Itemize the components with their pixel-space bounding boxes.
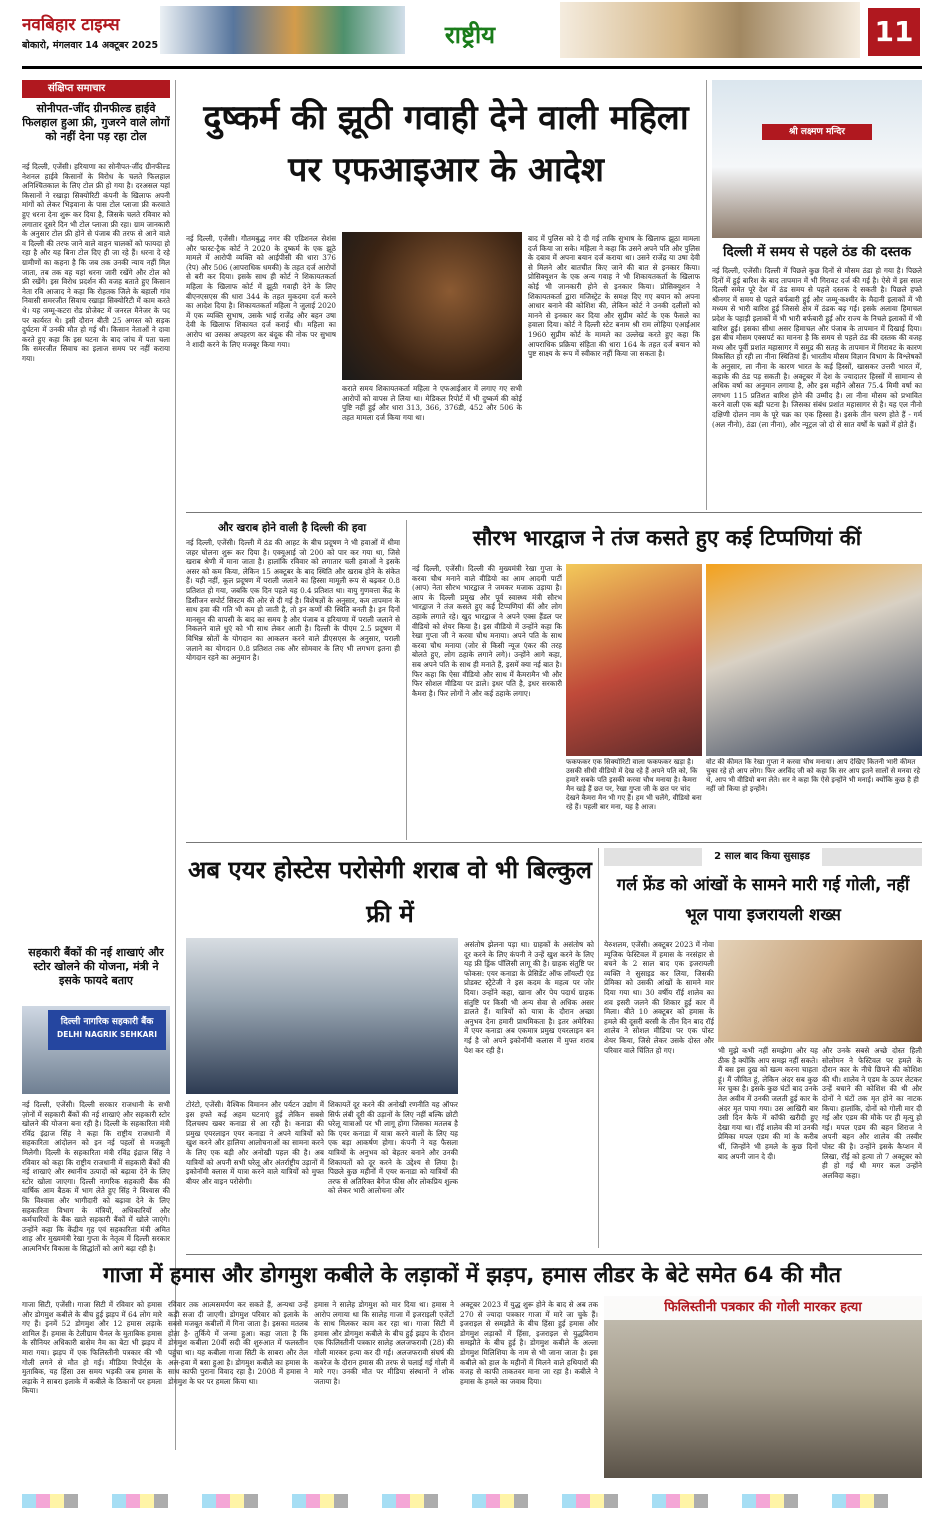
israel-tag: 2 साल बाद किया सुसाइड: [702, 848, 822, 866]
air-hostess-photo: [186, 938, 458, 1094]
air-hostess-body-2: शिकायतें दूर करने की अनोखी रणनीति यह ऑफर सिर्फ लंबी दूरी की उड़ानों के लिए नहीं बल्कि छोटी घरेलू यात्राओं पर भी लागू होगा जिसका मतलब है कि एयर कनाडा में यात्रा करने वालों के लिए यह एक बड़ा आकर्षण होगा। कंपनी ने यह फैसला यात्रियों के अनुभव को बेहतर बनाने और उनकी शिकायतों को दूर करने के उद्देश्य से लिया है। पिछले कुछ महीनों में एयर कनाडा को यात्रियों की तरफ से अतिरिक्त बैगेज फीस और लोकप्रिय शुल्क को लेकर भारी आलोचना और: [328, 1100, 458, 1196]
gaza-photo: [604, 1296, 922, 1478]
saurabh-headline: सौरभ भारद्वाज ने तंज कसते हुए कई टिप्पणियां कीं: [472, 526, 862, 550]
israel-body-1: येरुशलम, एजेंसी। अक्टूबर 2023 में नोवा म्यूजिक फेस्टिवल में हमास के नरसंहार से बचने के 2 साल बाद एक इजरायली व्यक्ति ने सुसाइड कर लिया, जिसकी प्रेमिका को उसकी आंखों के सामने मार दिया गया था। 30 वर्षीय रॉई शालेव का शव इसरी जलने की शिकार हुई कार में मिला। बीते 10 अक्टूबर को हमास के हमले की दूसरी बरसी के तीन दिन बाद रॉई शालेव ने सोशल मीडिया पर एक पोस्ट शेयर किया, जिसे लेकर उसके दोस्त और परिवार वाले चिंतित हो गए।: [604, 940, 714, 1055]
saurabh-caption-1: फकफकर एक सिक्योरिटी वाला फकफकर खड़ा है। उसकी सीधी वीडियो में देख रहे हैं अपने पति को, कि हमारे सबके पति इसकी करवा चौथ मनाया है। कैमरा मैन खड़े हैं छत पर, रेखा गुप्ता जी के छत पर चांद देखने कैमरा मैन भी गए हैं। हम भी चलेंगे, वीडियो बना रहे हैं। पहली बार मना, यह है आज।: [566, 758, 702, 811]
brief-label-text: संक्षिप्त समाचार: [48, 83, 106, 94]
masthead: [0, 0, 945, 66]
masthead-statue-image: [560, 2, 860, 58]
gavel-photo: [342, 232, 522, 380]
gaza-photo-label: फिलिस्तीनी पत्रकार की गोली मारकर हत्या: [604, 1296, 922, 1320]
lead-body-1: नई दिल्ली, एजेंसी। गौतमबुद्ध नगर की एडिशनल सेशंस और फास्ट-ट्रैक कोर्ट ने 2020 के दुष्कर्म के एक झूठे मामले में आरोपी व्यक्ति को आईपीसी की धारा 376 (रेप) और 506 (आपराधिक धमकी) के तहत दर्ज आरोपों से बरी कर दिया। इसके साथ ही कोर्ट ने शिकायतकर्ता महिला के खिलाफ कोर्ट में झूठी गवाही देने के लिए बीएनएसएस की धारा 344 के तहत मुकदमा दर्ज करने का आदेश दिया है। शिकायतकर्ता महिला ने जुलाई 2020 में एक व्यक्ति सुभाष, उसके भाई राजेंद्र और बहन उषा देवी के खिलाफ शिकायत दर्ज कराई थी। महिला का आरोप था उसका अपहरण कर बंदूक की नोक पर सुभाष ने शादी करने के लिए मजबूर किया गया।: [186, 234, 336, 349]
bank-headline: सहकारी बैंकों की नई शाखाएं और स्टोर खोलने की योजना, मंत्री ने इसके फायदे बताए: [28, 946, 164, 987]
air-hostess-body-1: टोरंटो, एजेंसी। वैश्विक विमानन और पर्यटन उद्योग में इस हफ्ते कई अहम घटनाएं हुई लेकिन सबसे दिलचस्प खबर कनाडा से आ रही है। कनाडा की प्रमुख एयरलाइन एयर कनाडा ने अपने यात्रियों को खुश करने और हालिया आलोचनाओं का सामना करने के लिए एक बड़ी और अनोखी पहल की है। अब यात्रियों को अपनी सभी घरेलू और अंतर्राष्ट्रीय उड़ानों में इकोनॉमी क्लास में यात्रा करने वाले यात्रियों को मुफ्त बीयर और वाइन परोसेगी।: [186, 1100, 324, 1186]
paper-name: नवबिहार टाइम्स: [22, 15, 120, 34]
bank-photo: [22, 1006, 170, 1094]
air-hostess-headline: अब एयर होस्टेस परोसेगी शराब वो भी बिल्कुल फ्री में: [188, 856, 592, 928]
lead-body-2: बाद में पुलिस को दे दी गई ताकि सुभाष के खिलाफ झूठा मामला दर्ज किया जा सके। महिला ने कहा कि उसने अपने पति और पुलिस के दबाव में अपना बयान दर्ज कराया था। उसने राजेंद्र या उषा देवी से मिलने और बातचीत किए जाने की बात से इनकार किया। प्रोसिक्यूशन के एक अन्य गवाह ने भी शिकायतकर्ता के खिलाफ कोई भी जानकारी होने से इनकार किया। प्रोसिक्यूशन ने शिकायतकर्ता द्वारा मजिस्ट्रेट के समक्ष दिए गए बयान को अपना आधार बनाने की कोशिश की, लेकिन कोर्ट ने उनकी दलीलों को मानने से इनकार कर दिया और सुप्रीम कोर्ट के एक फैसले का हवाला दिया। कोर्ट ने दिल्ली स्टेट बनाम श्री राम लोहिया एआईआर 1960 सुप्रीम कोर्ट के मामले का उल्लेख करते हुए कहा कि आपराधिक प्रक्रिया संहिता की धारा 164 के तहत दर्ज बयान को पुष्ट साक्ष्य के रूप में स्वीकार नहीं किया जा सकता है।: [528, 234, 700, 359]
lead-photo-caption: कराते समय शिकायतकर्ता महिला ने एफआईआर में लगाए गए सभी आरोपों को वापस ले लिया था। मेडिकल रिपोर्ट में भी दुष्कर्म की कोई पुष्टि नहीं हुई और धारा 313, 366, 376डी, 452 और 506 के तहत मामला दर्ज किया गया था।: [342, 384, 522, 422]
bank-sign: [48, 1010, 166, 1050]
registration-marks: [22, 1494, 922, 1508]
bank-body: नई दिल्ली, एजेंसी। दिल्ली सरकार राजधानी के सभी ज़ोनों में सहकारी बैंकों की नई शाखाएं और सहकारी स्टोर खोलने की योजना बना रही है। दिल्ली के सहकारिता मंत्री रविंद्र इंद्राज सिंह ने कहा कि राष्ट्रीय राजधानी में सहकारिता आंदोलन को इन नई पहलों से मजबूती मिलेगी। दिल्ली के सहकारिता मंत्री रविंद्र इंद्राज सिंह ने रविवार को कहा कि राष्ट्रीय राजधानी में सहकारी बैंकों की नई शाखाएं और स्थानीय उत्पादों को बढ़ावा देने के लिए स्टोर खोला जाएगा। दिल्ली नागरिक सहकारी बैंक की वार्षिक आम बैठक में भाग लेते हुए सिंह ने विश्वास की कि विश्वास और भागीदारी को बढ़ावा देने के लिए सहकारिता विभाग के मंत्रियों, अधिकारियों और कर्मचारियों के बैंक खाते सहकारी बैंकों में खोले जाएंगे। उन्होंने कहा कि केंद्रीय गृह एवं सहकारिता मंत्री अमित शाह और मुख्यमंत्री रेखा गुप्ता के नेतृत्व में दिल्ली सरकार आत्मनिर्भर विकास के सिद्धांतों को आगे बढ़ा रही है।: [22, 1100, 170, 1253]
weather-headline: दिल्ली में समय से पहले ठंड की दस्तक: [723, 244, 911, 260]
section-label: राष्ट्रीय: [444, 21, 496, 48]
israel-tag-bar: [604, 848, 922, 866]
saurabh-body: नई दिल्ली, एजेंसी। दिल्ली की मुख्यमंत्री रेखा गुप्ता के करवा चौथ मनाने वाले वीडियो का आम आदमी पार्टी (आप) नेता सौरभ भारद्वाज ने जमकर मजाक उड़ाया है। आप के दिल्ली प्रमुख और पूर्व स्वास्थ्य मंत्री सौरभ भारद्वाज ने तंज कसते हुए कई टिप्पणियां कीं और लोग ठहाके लगाते रहे। खुद भारद्वाज ने अपने एक्स हैंडल पर वीडियो को शेयर किया है। इस वीडियो में उन्होंने कहा कि रेखा गुप्ता जी ने करवा चौथ मनाया। अपने पति के साथ करवा चौथ मनाया (जोर से किसी न्यूज एंकर की तरह बोलते हुए, लोग ठहाके लगाने लगे)। उन्होंने आगे कहा, सब अपने पति के साथ ही मनाते हैं, इसमें क्या नई बात है। फिर कहा कि ऐसा वीडियो और साथ में कैमरामैन भी और फिर सोशल मीडिया पर डाले। इधर पति है, इधर सरकारी कैमरा है। फिर लोगों ने और कई ठहाके लगाए।: [412, 564, 562, 698]
saurabh-caption-2: वोट की कीमत कि रेखा गुप्ता ने करवा चौथ मनाया। आप देखिए कितनी भारी कीमत चुका रहे हो आप लोग। फिर अरविंद जी को कहा कि सर आप इतने सालों से मनवा रहे थे, आप भी वीडियो बना लेते। सर ने कहा कि ऐसे इन्होंने भी मनाई। क्योंकि कुछ है ही नहीं जो किया हो इन्होंने।: [706, 758, 921, 793]
masthead-banner-image: [160, 6, 405, 54]
lead-headline: दुष्कर्म की झूठी गवाही देने वाली महिला पर एफआइआर के आदेश: [203, 98, 689, 190]
gaza-body-4: अक्टूबर 2023 में युद्ध शुरू होने के बाद से अब तक 270 से ज्यादा पत्रकार गाजा में मारे जा चुके हैं। इजराइल से समझौते के बीच हिंसा हुई हमास और डोगमुश लड़ाकों में हिंसा, इजराइल से युद्धविराम समझौते के बीच हुई है। डोगमुश कबीले के अल्ला डोगमुश मिलिशिया के नाम से भी जाना जाता है। इस कबीले को हाल के महीनों में मिलने वाले हथियारों की वजह से काफी ताकतवर माना जा रहा है। कबीले ने हमास के हमले का जवाब दिया।: [460, 1300, 598, 1386]
bank-sign-english: DELHI NAGRIK SEHKARI: [56, 1030, 158, 1039]
saurabh-photo-karwa-chauth: [566, 564, 702, 756]
weather-body: नई दिल्ली, एजेंसी। दिल्ली में पिछले कुछ दिनों से मौसम ठंडा हो गया है। पिछले दिनों में हुई बारिश के बाद तापमान में भी गिरावट दर्ज की गई है। ऐसे में इस साल दिल्ली समेत पूरे देश में ठंड समय से पहले दस्तक दे सकती है। पिछले हफ्ते श्रीनगर में समय से पहले बर्फबारी हुई और जम्मू-कश्मीर के मैदानी इलाकों में भी मध्यम से भारी बारिश हुई जिससे क्षेत्र में ठंडक बढ़ गई। इसके अलावा हिमाचल प्रदेश के पहाड़ी इलाकों में भी भारी बर्फबारी हुई और राज्य के निचले इलाकों में भी बारिश हुई। इसका सीधा असर हिमाचल और पंजाब के तापमान में दिखाई दिया। इस बीच मौसम एक्सपर्ट का मानना है कि समय से पहले ठंड की दस्तक की वजह मध्य और पूर्वी प्रशांत महासागर में समुद्र की सतह के तापमान में गिरावट के कारण विकसित हो रही ला नीना स्थितियां हैं। भारतीय मौसम विज्ञान विभाग के विश्लेषकों के अनुसार, ला नीना के कारण भारत के कई हिस्सों, खासकर उत्तरी भारत में, कड़ाके की ठंड पड़ सकती है। अक्टूबर में देश के ज्यादातर हिस्सों में सामान्य से अधिक वर्षा का अनुमान लगाया है, और इस महीने औसत 75.4 मिमी वर्षा का लगभग 115 प्रतिशत बारिश होने की उम्मीद है। ला नीना मौसम को प्रभावित करने वाली एक बड़ी घटना है। जिसका संबंध प्रशांत महासागर से है। यह एल नीनो दक्षिणी दोलन नाम के पूरे चक्र का एक हिस्सा है। इसके तीन चरण होते हैं - गर्म (अल नीनो), ठंडा (ला नीना), और न्यूट्रल जो दो से सात वर्षों के चक्रों में होते हैं।: [712, 266, 922, 429]
air-body: नई दिल्ली, एजेंसी। दिल्ली में ठंड की आहट के बीच प्रदूषण ने भी हवाओं में धीमा जहर घोलना शुरू कर दिया है। एक्यूआई जो 200 को पार कर गया था, जिसे खराब श्रेणी में माना जाता है। हालांकि रविवार को लगातार चली हवाओं ने इसके असर को कम किया, लेकिन 15 अक्टूबर के बाद स्थिति और खराब होने के संकेत हैं। यही नहीं, कूल प्रदूषण में पराली जलाने का हिस्सा मामूली रूप से बढ़कर 0.8 प्रतिशत हो गया, जबकि एक दिन पहले यह 0.4 प्रतिशत था। वायु गुणवत्ता केंद्र के डिसीजन सपोर्ट सिस्टम की ओर से दी गई है। विशेषज्ञों के अनुसार, कम तापमान के साथ हवा की गति भी कम हो जाती है, तो इन कणों की स्थिति बनती है। इन दिनों मानसून की वापसी के बाद का समय है और पंजाब व हरियाणा में पराली जलाने से निकलने वाले धुएं को भी साथ लेकर आती है। दिल्ली के पीएम 2.5 प्रदूषण में विभिन्न स्रोतों के योगदान का आकलन करने वाले डीएसएस के अनुसार, पराली जलाने का योगदान 0.8 प्रतिशत तक और सोमवार के लिए भी लगभग इतना ही योगदान रहने का अनुमान है।: [186, 538, 400, 663]
brief-label: [22, 80, 170, 98]
brief-headline: सोनीपत-जींद ग्रीनफील्ड हाईवे फिलहाल हुआ फ्री, गुजरने वाले लोगों को नहीं देना पड़ रहा टोल: [22, 102, 170, 143]
gaza-body-3: हमास ने सालेह डोगमुश को मार दिया था। हमास ने आरोप लगाया था कि सालेह गाजा में इजराइली एजेंटों के साथ मिलकर काम कर रहा था। गाजा सिटी में हमास और डोगमुश कबीले के बीच हुई झड़प के दौरान एक फिलिस्तीनी पत्रकार सालेह अलजफरावी (28) की गोली मारकर हत्या कर दी गई। अलजफरावी संघर्ष की कवरेज के दौरान हमास की तरफ से चलाई गई गोली में मारे गए। उनकी मौत पर मीडिया संस्थानों ने शोक जताया है।: [314, 1300, 454, 1386]
gaza-body-1: गाजा सिटी, एजेंसी। गाजा सिटी में रविवार को हमास और डोगमुश कबीले के बीच हुई झड़प में 64 लोग मारे गए हैं। इनमें 52 डोगमुश और 12 हमास लड़ाके शामिल हैं। हमास के टेलीग्राम चैनल के मुताबिक हमास के सीनियर अधिकारी बासेम नैम का बेटा भी झड़प में मारा गया। झड़प में एक फिलिस्तीनी पत्रकार की भी गोली लगने से मौत हो गई। मीडिया रिपोर्ट्स के मुताबिक, यह हिंसा उस समय भड़की जब हमास के लड़ाके ने साबरा इलाके में कबीले के ठिकानों पर हमला किया।: [22, 1300, 162, 1396]
bank-sign-hindi: दिल्ली नागरिक सहकारी बैंक: [60, 1017, 154, 1027]
page-number: 11: [868, 8, 920, 56]
gaza-body-2: रविवार तक आत्मसमर्पण कर सकते हैं, अन्यथा उन्हें कड़ी सजा दी जाएगी। डोगमुश परिवार को इलाके के सबसे मजबूत कबीलों में गिना जाता है। इसका मतलब होता है- तुर्किये में जन्मा हुआ। कहा जाता है कि डोगमुश कबीला 20वीं सदी की शुरुआत में फलस्तीन पहुंचा था। यह कबीला गाजा सिटी के साबरा और तेल अल-हवा में बसा हुआ है। डोगमुश कबीले का हमास के साथ काफी पुराना विवाद रहा है। 2008 में हमास ने डोगमुश के घर पर हमला किया था।: [168, 1300, 308, 1386]
air-hostess-body-3: असंतोष झेलना पड़ा था। ग्राहकों के असंतोष को दूर करने के लिए कंपनी ने उन्हें खुश करने के लिए यह फ्री ड्रिंक पॉलिसी लागू की है। ग्राहक संतुष्टि पर फोकस: एयर कनाडा के प्रेसिडेंट ऑफ लॉयल्टी एंड प्रोडक्ट स्ट्रैटेजी ने इस कदम के महत्व पर जोर दिया। उन्होंने कहा, खाना और पेय पदार्थ ग्राहक संतुष्टि पर किसी भी अन्य सेवा से अधिक असर डालते हैं। यात्रियों को यात्रा के दौरान अच्छा अनुभव देना हमारी प्राथमिकता है। इतर अमेरिका में एयर कनाडा अब एकमात्र प्रमुख एयरलाइन बन गई है जो अपने इकोनॉमी कलास में मुफ्त शराब पेश कर रही है।: [464, 940, 594, 1055]
gaza-headline: गाजा में हमास और डोगमुश कबीले के लड़ाकों में झड़प, हमास लीडर के बेटे समेत 64 की मौत: [102, 1263, 842, 1288]
air-headline: और खराब होने वाली है दिल्ली की हवा: [217, 522, 367, 534]
israel-body-3: और उनके सबसे अच्छे दोस्त हिली सोलोमन ने फेस्टिवल पर हमले के दौरान कार के नीचे छिपने की कोशिश की थी। शालेव ने एडम के ऊपर लेटकर उन्हें बचाने की कोशिश की थी और दोनों ने घंटों तक मृत होने का नाटक किया। हालांकि, दोनों को गोली मार दी गई और एडम की मौके पर ही मृत्यु हो गई। मपल एडम की बहन शिराज ने अपनी बहन और शालेव की तस्वीर पोस्ट की है। उन्होंने इसके कैप्शन में लिखा, रॉई को हत्या तो 7 अक्टूबर को ही हो गई थी मगर कल उन्होंने अलविदा कहा।: [822, 1046, 922, 1180]
dateline: बोकारो, मंगलवार 14 अक्टूबर 2025: [22, 40, 159, 51]
israel-couple-photo: [718, 940, 922, 1042]
temple-sign: श्री लक्ष्मण मन्दिर: [762, 124, 872, 140]
saurabh-photo-speaking: [706, 564, 922, 756]
israel-body-2: भी मुझे कभी नहीं समझेगा और यह ठीक है क्योंकि आप समझ नहीं सकते। मैं बस इस दुख को खत्म करना चाहता हूं। मैं जीवित हूं, लेकिन अंदर सब कुछ मर चुका है। इसके कुछ घंटों बाद उनके तेल अवीव में उनकी जलती हुई कार के अंदर मृत पाया गया। उस आखिरी बार उसी दिन कैफे में कॉफी खरीदी हुए देखा गया था। रॉई शालेव की मां उनकी प्रेमिका मपल एडम की मां के करीब थीं, जिन्होंने भी हमले के कुछ दिनों बाद अपनी जान दे दी।: [718, 1046, 818, 1161]
israel-headline: गर्ल फ्रेंड को आंखों के सामने मारी गई गोली, नहीं भूल पाया इजरायली शख्स: [616, 875, 910, 924]
brief-body: नई दिल्ली, एजेंसी। हरियाणा का सोनीपत-जींद ग्रीनफील्ड नेशनल हाईवे किसानों के विरोध के चलते फिलहाल अनिश्चितकाल के लिए टोल फ्री हो गया है। दरअसल यहां किसानों ने रखाड़ा सिक्योरिटी कंपनी के खिलाफ अपनी मांगों को लेकर भिड़वाना के पास टोल प्लाजा फ्री करवाते हुए धरना देना शुरू कर दिया है, जिसके चलते रविवार को लगातार दूसरे दिन भी टोल प्लाजा फ्री रहा। ग्राम जानकारी के अनुसार टोल फ्री होने से पंजाब की तरफ से आने वाले व दिल्ली की तरफ जाने वाले वाहन चालकों को फायदा हो रहा है और यह बिना टोल दिए ही जा रहे हैं। धरना दे रहे ग्रामीणों का कहना है कि जब तक उनकी न्याय नहीं मिल जाता, तब तक वह यहां धरना जारी रखेंगे और टोल को फ्री रखेंगे। इस विरोध प्रदर्शन की वजह बताते हुए किसान नेता रवि आजाद ने कहा कि रोहतक जिले के बहाली गांव निवासी समरजीत सिवाच रखाड़ा सिक्योरिटी में काम करते थे। यह जम्मू-कटरा रोड प्रोजेक्ट में जनरल मैनेजर के पद पर कार्यरत थे। इसी दौरान बीती 25 अगस्त को सड़क दुर्घटना में उनकी मौत हो गई थी। किसान नेताओं ने दावा करते हुए कहा कि इस घटना के बाद जांच में पता चला कि समरजीत सिवाच का इलाज समय पर नहीं कराया गया।: [22, 162, 170, 363]
temple-snow-photo: [712, 80, 922, 238]
